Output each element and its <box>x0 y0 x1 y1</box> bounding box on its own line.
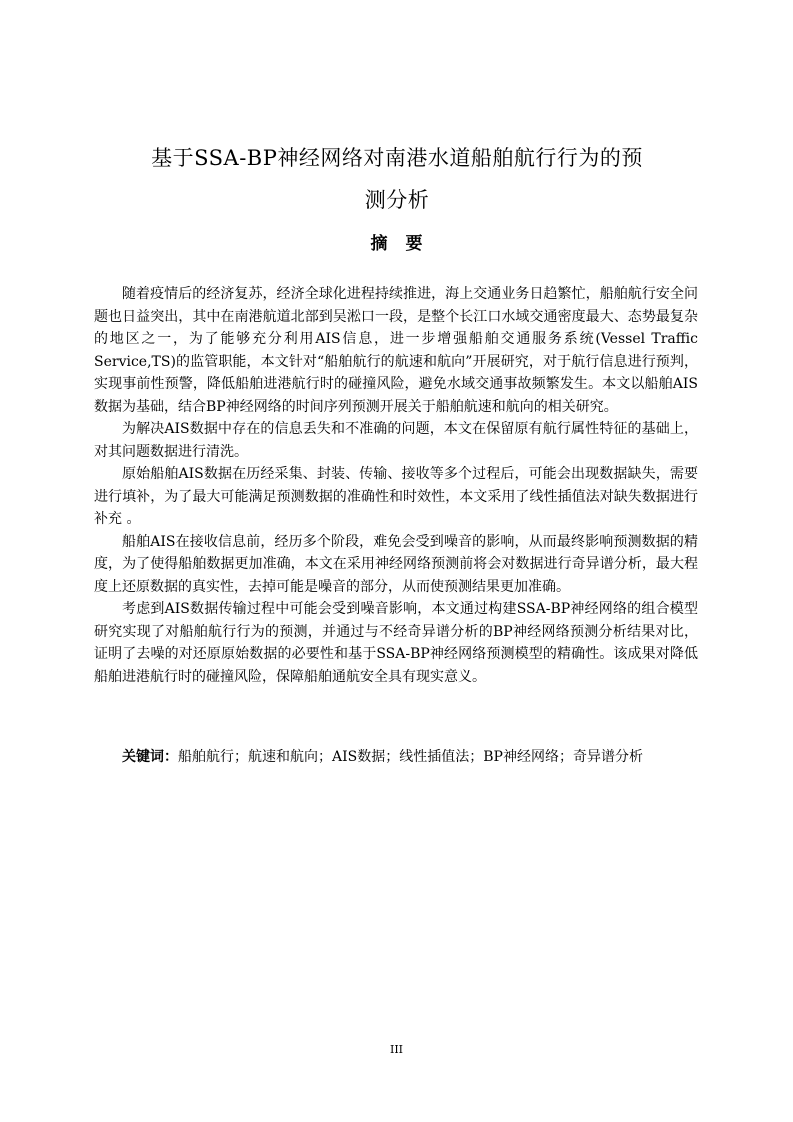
abstract-paragraph-2: 为解决AIS数据中存在的信息丢失和不准确的问题，本文在保留原有航行属性特征的基础上，对其问题数据进行清洗。 <box>94 421 698 460</box>
abstract-paragraph-5: 考虑到AIS数据传输过程中可能会受到噪音影响，本文通过构建SSA-BP神经网络的组合模型研究实现了对船舶航行行为的预测，并通过与不经奇异谱分析的BP神经网络预测分析结果对比，证明了去噪的对还原原始数据的必要性和基于SSA-BP神经网络预测模型的精确性。该成果对降低船舶进港航行时的碰撞风险，保障船舶通航安全具有现实意义。 <box>94 601 698 685</box>
document-title-line-1: 基于SSA-BP神经网络对南港水道船舶航行行为的预 <box>151 146 643 170</box>
keywords-label: 关键词： <box>122 749 178 765</box>
abstract-paragraph-4: 船舶AIS在接收信息前，经历多个阶段，难免会受到噪音的影响，从而最终影响预测数据的精度，为了使得船舶数据更加准确，本文在采用神经网络预测前将会对数据进行奇异谱分析，最大程度上还原数据的真实性，去掉可能是噪音的部分，从而使预测结果更加准确。 <box>94 533 698 595</box>
abstract-paragraph-3: 原始船舶AIS数据在历经采集、封装、传输、接收等多个过程后，可能会出现数据缺失，需要进行填补，为了最大可能满足预测数据的准确性和时效性，本文采用了线性插值法对缺失数据进行补充 。 <box>94 466 698 527</box>
page-number: III <box>389 1043 404 1056</box>
abstract-paragraph-1: 随着疫情后的经济复苏，经济全球化进程持续推进，海上交通业务日趋繁忙，船舶航行安全问题也日益突出，其中在南港航道北部到吴淞口一段，是整个长江口水域交通密度最大、态势最复杂的地区之一，为了能够充分利用AIS信息，进一步增强船舶交通服务系统(Vessel Traffic Service,TS)的监管职能，本文针对“船舶航行的航速和航向”开展研究，对于航行信息进行预判，实现事前性预警，降低船舶进港航行时的碰撞风险，避免水域交通事故频繁发生。本文以船舶AIS数据为基础，结合BP神经网络的时间序列预测开展关于船舶航速和航向的相关研究。 <box>94 286 698 415</box>
abstract-body <box>94 283 698 688</box>
keywords-line <box>94 746 698 769</box>
abstract-heading: 摘要 <box>370 234 441 254</box>
document-title-line-2: 测分析 <box>364 188 430 212</box>
keywords-text: 船舶航行；航速和航向；AIS数据；线性插值法；BP神经网络；奇异谱分析 <box>178 749 643 765</box>
